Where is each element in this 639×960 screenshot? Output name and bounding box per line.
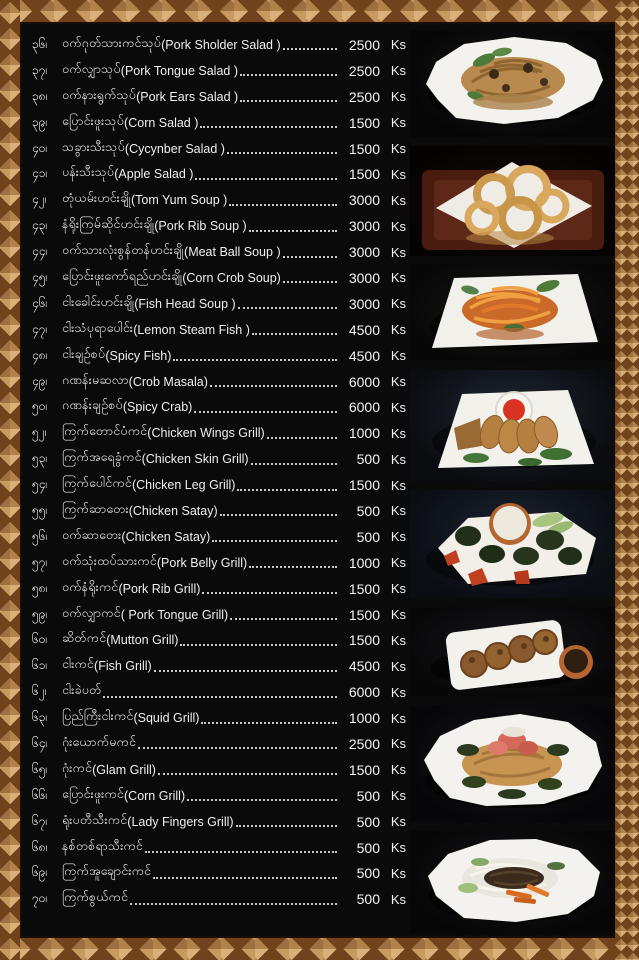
menu-item-row <box>32 653 406 679</box>
noodle-salad-illustration <box>410 30 615 138</box>
currency-label: Ks <box>390 37 406 53</box>
dotted-leader <box>236 824 337 827</box>
dotted-leader <box>200 125 337 128</box>
item-name-burmese: ပြောင်းဖူးကော်ရည်ဟင်းချို <box>62 268 183 283</box>
item-name-english: (Chicken Wings Grill) <box>147 426 265 441</box>
item-number: ၅၆၊ <box>32 528 48 543</box>
fried-carrot-dish-photo <box>410 264 615 362</box>
currency-label: Ks <box>390 270 406 286</box>
item-name-english: (Fish Head Soup ) <box>134 296 236 311</box>
meat-rolls-illustration <box>410 606 615 698</box>
dotted-leader <box>201 721 337 724</box>
dotted-leader <box>130 902 337 905</box>
item-name-burmese: ကြက်အရေခွံကင် <box>62 450 142 465</box>
dotted-leader <box>210 384 337 387</box>
item-name-english: (Chicken Skin Grill) <box>141 452 249 467</box>
item-price: 500 <box>356 865 380 882</box>
item-name-burmese: ဂဏန်းမဆလာ <box>62 372 129 387</box>
item-number: ၆ဝ၊ <box>32 632 48 647</box>
seaweed-prawn-dip-photo <box>410 490 615 598</box>
currency-label: Ks <box>390 762 406 778</box>
item-number: ၄၆၊ <box>32 295 48 310</box>
dotted-leader <box>267 436 337 439</box>
dotted-leader <box>240 99 337 102</box>
item-price: 500 <box>356 502 380 519</box>
dotted-leader <box>145 850 337 853</box>
dotted-leader <box>195 177 337 180</box>
menu-item-row <box>32 550 406 576</box>
item-name-burmese: ဝက်သုံးထပ်သားကင် <box>62 553 157 568</box>
dotted-leader <box>173 358 337 361</box>
item-price: 3000 <box>348 295 380 312</box>
currency-label: Ks <box>390 788 406 804</box>
menu-item-row <box>32 627 406 653</box>
currency-label: Ks <box>390 736 406 752</box>
item-name-burmese: ဝက်သားလုံးစွန်တန်ဟင်းချို <box>62 243 185 258</box>
menu-item-row <box>32 783 406 809</box>
menu-item-row <box>32 602 406 628</box>
currency-label: Ks <box>390 684 406 700</box>
dotted-leader <box>249 229 337 232</box>
item-name-burmese: ဂုံးယောက်မကင် <box>62 734 137 749</box>
item-name-burmese: ဆိတ်ကင် <box>62 631 107 646</box>
dotted-leader <box>187 798 337 801</box>
dotted-leader <box>103 695 337 698</box>
item-number: ၃၉၊ <box>32 114 48 129</box>
item-name-burmese: ငါးကင် <box>62 657 95 672</box>
currency-label: Ks <box>390 865 406 881</box>
item-number: ၅၇၊ <box>32 554 48 569</box>
item-name-english: (Spicy Fish) <box>105 348 172 363</box>
dotted-leader <box>180 643 337 646</box>
item-name-english: (Pork Belly Grill) <box>156 555 248 570</box>
currency-label: Ks <box>390 632 406 648</box>
currency-label: Ks <box>390 477 406 493</box>
item-name-burmese: ကြက်ပေါင်ကင် <box>62 476 132 491</box>
dotted-leader <box>227 151 337 154</box>
noodle-salad-photo <box>410 30 615 138</box>
item-price: 1500 <box>348 606 380 623</box>
currency-label: Ks <box>390 891 406 907</box>
item-number: ၃၆၊ <box>32 36 48 51</box>
item-price: 3000 <box>348 218 380 235</box>
item-name-burmese: ဝက်နံရိုးကင် <box>62 579 119 594</box>
item-number: ၄၉၊ <box>32 373 48 388</box>
fried-fish-illustration <box>410 370 615 482</box>
item-name-english: (Chicken Satay) <box>121 529 211 544</box>
item-price: 1000 <box>348 554 380 571</box>
currency-label: Ks <box>390 710 406 726</box>
currency-label: Ks <box>390 89 406 105</box>
item-name-burmese: ပြည်ကြီးငါးကင် <box>62 709 134 724</box>
item-price: 1500 <box>348 761 380 778</box>
item-name-english: (Lemon Steam Fish ) <box>133 322 250 337</box>
dotted-leader <box>229 203 337 206</box>
item-number: ၅၅၊ <box>32 502 48 517</box>
item-name-english: ( Pork Tongue Grill) <box>120 607 229 622</box>
dotted-leader <box>153 876 337 879</box>
item-name-english: (Pork Sholder Salad ) <box>161 37 281 52</box>
menu-item-row <box>32 84 406 110</box>
item-price: 6000 <box>348 373 380 390</box>
currency-label: Ks <box>390 555 406 571</box>
item-name-english: (Crob Masala) <box>128 374 208 389</box>
menu-item-row <box>32 835 406 861</box>
item-name-english: (Pork Ears Salad ) <box>136 89 239 104</box>
item-price: 1500 <box>348 166 380 183</box>
item-name-english: (Fish Grill) <box>94 659 152 674</box>
item-name-english: (Cycynber Salad ) <box>124 141 225 156</box>
seaweed-prawn-illustration <box>410 490 615 598</box>
item-name-burmese: ဝက်လျှာသုပ် <box>62 61 121 76</box>
item-number: ၅၃၊ <box>32 451 48 466</box>
item-number: ၄၇၊ <box>32 321 48 336</box>
item-name-burmese: ဝက်ဆာတေး <box>62 527 122 542</box>
item-price: 4500 <box>348 658 380 675</box>
dotted-leader <box>220 513 337 516</box>
currency-label: Ks <box>390 503 406 519</box>
item-number: ၆၅၊ <box>32 761 48 776</box>
item-number: ၆၄၊ <box>32 735 48 750</box>
menu-item-row <box>32 809 406 835</box>
menu-panel <box>20 22 615 938</box>
menu-item-row <box>32 498 406 524</box>
item-name-burmese: နံရိုးကြမ်ဆိုင်ဟင်းချို <box>62 217 155 232</box>
currency-label: Ks <box>390 425 406 441</box>
menu-item-row <box>32 886 406 912</box>
menu-item-row <box>32 757 406 783</box>
item-name-english: (Mutton Grill) <box>106 633 179 648</box>
item-price: 3000 <box>348 192 380 209</box>
item-price: 500 <box>356 451 380 468</box>
item-name-burmese: ကြက်တောင်ပံကင် <box>62 424 148 439</box>
item-number: ၄၂၊ <box>32 192 47 207</box>
menu-item-row <box>32 213 406 239</box>
shrimp-noodle-salad-photo <box>410 706 615 822</box>
item-price: 1500 <box>348 580 380 597</box>
item-price: 2500 <box>348 735 380 752</box>
dotted-leader <box>194 410 337 413</box>
currency-label: Ks <box>390 141 406 156</box>
item-price: 4500 <box>348 347 380 364</box>
item-name-english: (Squid Grill) <box>133 711 200 726</box>
item-price: 6000 <box>348 684 380 701</box>
currency-label: Ks <box>390 607 406 623</box>
item-number: ၄၃၊ <box>32 218 48 233</box>
menu-item-row <box>32 369 406 395</box>
item-name-burmese: ရုံးပတီသီးကင် <box>62 812 128 827</box>
shredded-vegetable-salad-photo <box>410 830 615 934</box>
menu-item-row <box>32 161 406 187</box>
fried-carrot-illustration <box>410 264 615 362</box>
item-price: 3000 <box>348 244 380 261</box>
border-top-diamond-pattern <box>0 0 639 22</box>
dotted-leader <box>158 772 337 775</box>
currency-label: Ks <box>390 658 406 674</box>
item-price: 2500 <box>348 88 380 105</box>
item-price: 500 <box>356 839 380 856</box>
item-name-burmese: ဝက်နားရွက်သုပ် <box>62 87 137 102</box>
item-name-burmese: ကြက်စွယ်ကင် <box>62 890 129 905</box>
onion-rings-photo <box>410 146 615 256</box>
item-price: 1500 <box>348 140 380 157</box>
item-number: ၄၈၊ <box>32 347 48 362</box>
menu-item-row <box>32 265 406 291</box>
item-number: ၅၄၊ <box>32 477 48 492</box>
menu-item-row <box>32 239 406 265</box>
item-number: ၅၈၊ <box>32 580 48 595</box>
menu-item-row <box>32 524 406 550</box>
currency-label: Ks <box>390 192 406 208</box>
vegetable-salad-illustration <box>410 830 615 934</box>
currency-label: Ks <box>390 451 406 467</box>
currency-label: Ks <box>390 218 406 234</box>
currency-label: Ks <box>390 244 406 260</box>
item-name-burmese: နစ်တစ်ရာသီးကင် <box>62 838 144 853</box>
menu-item-row <box>32 731 406 757</box>
currency-label: Ks <box>390 581 406 597</box>
item-price: 3000 <box>348 269 380 286</box>
menu-item-row <box>32 58 406 84</box>
onion-rings-illustration <box>410 146 615 256</box>
item-number: ၆၂၊ <box>32 684 47 699</box>
menu-item-row <box>32 446 406 472</box>
item-name-english: (Apple Salad ) <box>114 167 194 182</box>
meat-rolls-sauce-photo <box>410 606 615 698</box>
menu-item-row <box>32 705 406 731</box>
item-number: ၄၁၊ <box>32 166 48 181</box>
item-name-burmese: ဝက်လျှာကင် <box>62 605 121 620</box>
menu-item-row <box>32 861 406 887</box>
item-price: 1500 <box>348 632 380 649</box>
currency-label: Ks <box>390 399 406 415</box>
item-name-english: (Meat Ball Soup ) <box>184 245 281 260</box>
item-price: 4500 <box>348 321 380 338</box>
item-name-burmese: ကြက်အူချောင်းကင် <box>62 864 152 879</box>
item-number: ၄၅၊ <box>32 269 48 284</box>
dotted-leader <box>251 462 337 465</box>
menu-item-row <box>32 110 406 136</box>
item-price: 2500 <box>348 36 380 53</box>
dotted-leader <box>283 280 337 283</box>
currency-label: Ks <box>390 840 406 856</box>
border-left-diamond-pattern <box>0 0 20 960</box>
currency-label: Ks <box>390 115 406 131</box>
food-photo-column <box>410 30 615 934</box>
item-name-english: (Glam Grill) <box>92 762 156 777</box>
item-number: ၆၆၊ <box>32 787 48 802</box>
item-number: ၃၇၊ <box>32 62 48 77</box>
fried-fish-chili-sauce-photo <box>410 370 615 482</box>
item-name-english: (Corn Crob Soup) <box>182 270 281 285</box>
item-price: 6000 <box>348 399 380 416</box>
border-bottom-diamond-pattern <box>0 938 639 960</box>
item-price: 500 <box>356 891 380 908</box>
dotted-leader <box>237 488 337 491</box>
item-name-burmese: ပန်းသီးသုပ် <box>62 165 115 180</box>
item-name-english: (Pork Rib Soup ) <box>154 219 247 234</box>
item-number: ၆၉၊ <box>32 865 48 880</box>
item-number: ၇ဝ၊ <box>32 891 48 906</box>
item-name-burmese: ကြက်ဆာတေး <box>62 501 129 516</box>
item-name-english: (Tom Yum Soup ) <box>130 193 228 208</box>
dotted-leader <box>283 47 337 50</box>
currency-label: Ks <box>390 348 406 364</box>
item-price: 500 <box>356 787 380 804</box>
item-name-burmese: ငါးခေါင်းဟင်းချို <box>62 294 135 309</box>
currency-label: Ks <box>390 166 406 182</box>
item-number: ၄၄၊ <box>32 244 48 259</box>
item-price: 500 <box>356 528 380 545</box>
currency-label: Ks <box>390 63 406 79</box>
item-name-english: (Chicken Leg Grill) <box>131 478 236 493</box>
border-right-diamond-pattern <box>615 0 639 960</box>
item-price: 2500 <box>348 62 380 79</box>
item-number: ၄ဝ၊ <box>32 140 48 155</box>
menu-item-row <box>32 32 406 58</box>
dotted-leader <box>252 332 337 335</box>
dotted-leader <box>240 73 337 76</box>
item-name-burmese: တုံယမ်းဟင်းချို <box>62 191 131 206</box>
currency-label: Ks <box>390 296 406 312</box>
item-name-burmese: ဂဏန်းချဉ်စပ် <box>62 398 123 413</box>
item-number: ၆၁၊ <box>32 658 48 673</box>
menu-item-row <box>32 472 406 498</box>
item-number: ၆၃၊ <box>32 710 48 725</box>
menu-item-row <box>32 576 406 602</box>
menu-item-row <box>32 136 406 162</box>
menu-item-row <box>32 679 406 705</box>
dotted-leader <box>202 591 337 594</box>
item-number: ၆၈၊ <box>32 839 48 854</box>
item-price: 1000 <box>348 710 380 727</box>
dotted-leader <box>283 255 337 258</box>
dotted-leader <box>212 539 337 542</box>
item-name-burmese: ပြောင်းဖူးကင် <box>62 786 124 801</box>
currency-label: Ks <box>390 374 406 390</box>
item-name-english: (Pork Tongue Salad ) <box>120 63 238 78</box>
item-price: 1500 <box>348 477 380 494</box>
dotted-leader <box>238 306 337 309</box>
item-name-english: (Corn Salad ) <box>124 115 199 130</box>
item-name-burmese: ပြောင်းဖူးသုပ် <box>62 113 125 128</box>
menu-item-row <box>32 317 406 343</box>
item-name-english: (Spicy Crab) <box>122 400 193 415</box>
item-price: 1000 <box>348 425 380 442</box>
item-name-english: (Corn Grill) <box>124 788 186 803</box>
item-name-burmese: ဝက်ဂုတ်သားကင်သုပ် <box>62 35 162 50</box>
menu-item-row <box>32 343 406 369</box>
dotted-leader <box>249 565 337 568</box>
item-name-english: (Pork Rib Grill) <box>118 581 201 596</box>
currency-label: Ks <box>390 814 406 830</box>
item-name-burmese: သခွားသီးသုပ် <box>62 139 125 154</box>
item-name-english: (Chicken Satay) <box>128 503 218 518</box>
item-name-english: (Lady Fingers Grill) <box>127 814 234 829</box>
dotted-leader <box>154 669 337 672</box>
dotted-leader <box>138 746 337 749</box>
item-name-burmese: ဂုံးကင် <box>62 760 93 775</box>
currency-label: Ks <box>390 322 406 338</box>
item-name-burmese: ငါးခဲပတ် <box>62 683 102 698</box>
menu-item-row <box>32 420 406 446</box>
item-name-burmese: ငါးချဉ်စပ် <box>62 346 106 361</box>
item-number: ၃၈၊ <box>32 88 48 103</box>
menu-item-row <box>32 187 406 213</box>
dotted-leader <box>230 617 337 620</box>
currency-label: Ks <box>390 529 406 545</box>
shrimp-salad-illustration <box>410 706 615 822</box>
item-number: ၅၂၊ <box>32 425 47 440</box>
item-price: 500 <box>356 813 380 830</box>
menu-item-row <box>32 291 406 317</box>
item-number: ၆၇၊ <box>32 813 48 828</box>
item-number: ၅၉၊ <box>32 606 48 621</box>
menu-item-row <box>32 394 406 420</box>
menu-list <box>32 32 406 912</box>
item-number: ၅ဝ၊ <box>32 399 48 414</box>
item-price: 1500 <box>348 114 380 131</box>
item-name-burmese: ငါးသံပုရာပေါင်း <box>62 320 134 335</box>
